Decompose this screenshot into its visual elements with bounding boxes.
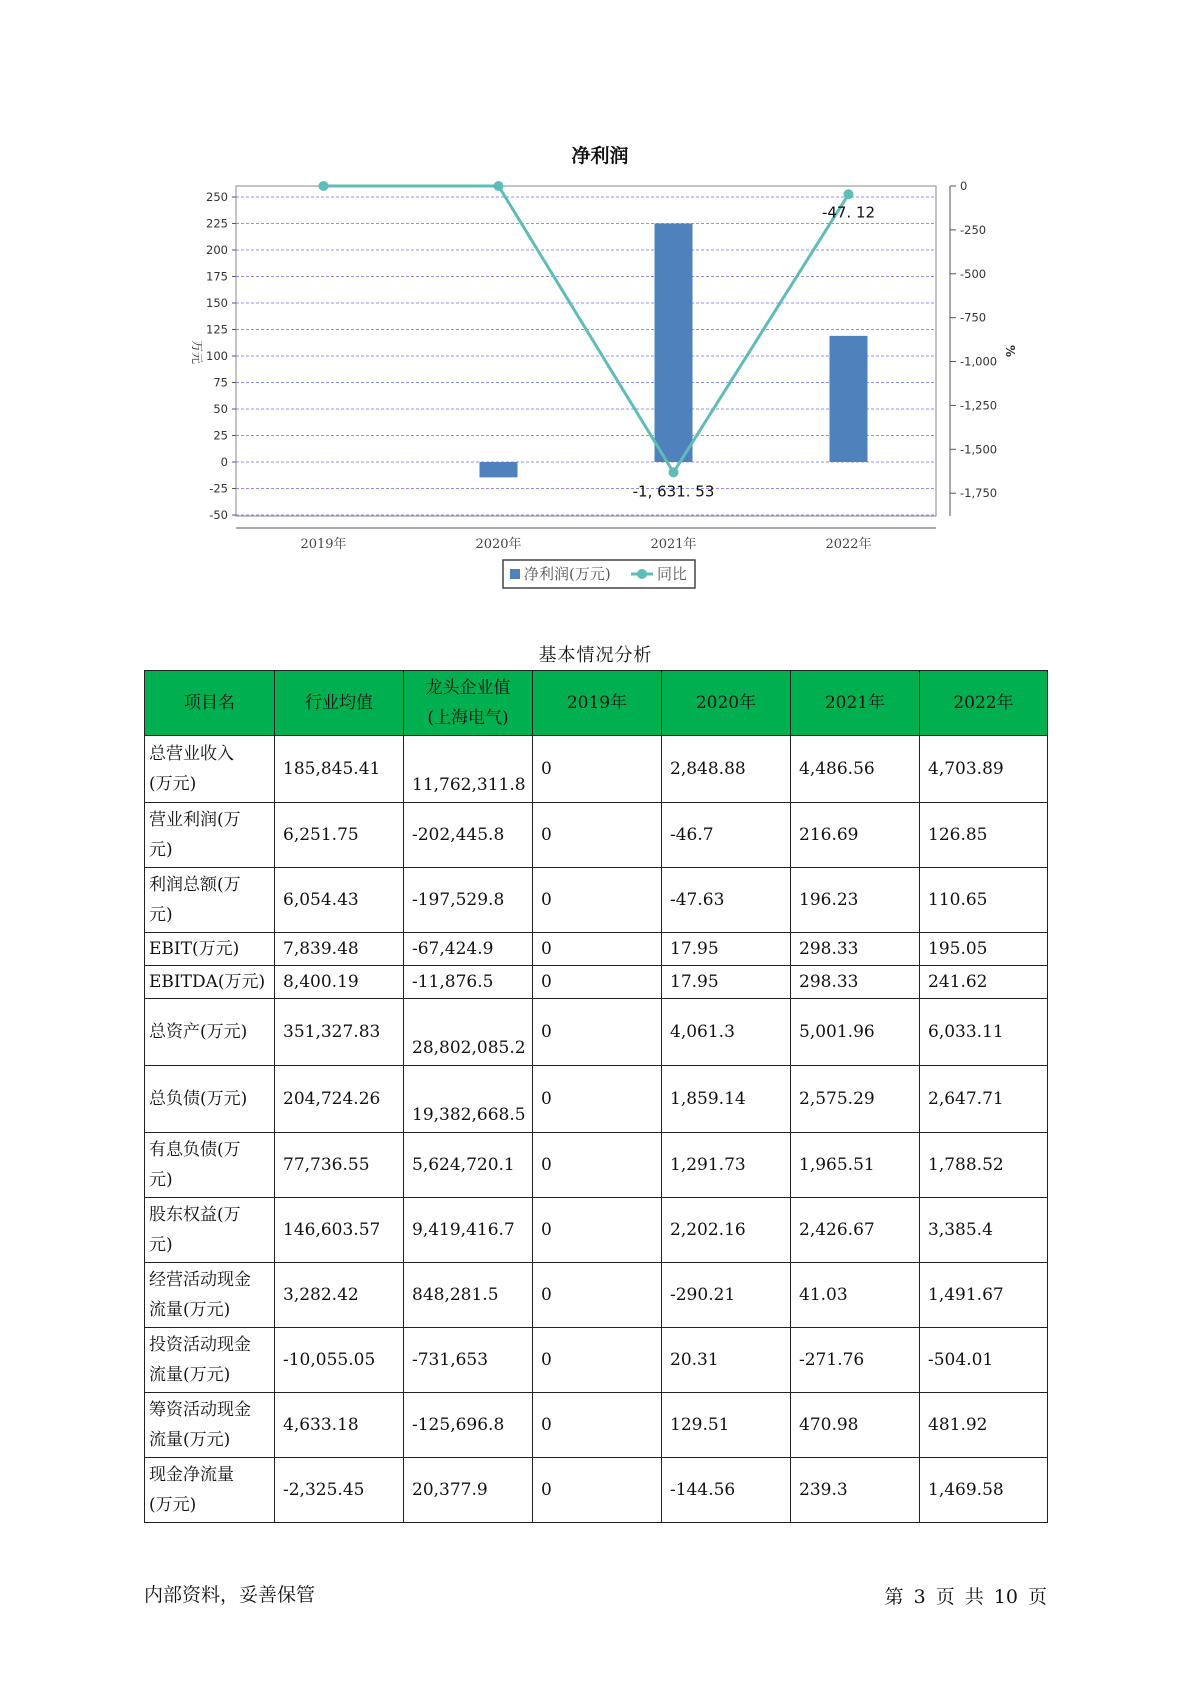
table-cell: -271.76 [791,1328,920,1393]
table-cell: 9,419,416.7 [404,1198,533,1263]
row-label: 投资活动现金 流量(万元) [145,1328,275,1393]
data-label: -47. 12 [821,203,876,222]
x-tick-label: 2022年 [825,537,872,552]
y2-tick-label: -1,750 [960,486,998,501]
table-row [145,1458,1048,1523]
table-cell: 6,251.75 [275,803,404,868]
yoy-point [494,181,504,191]
table-header-cell: 行业均值 [275,671,404,736]
row-label: EBIT(万元) [145,933,275,966]
table-header-cell: 项目名 [145,671,275,736]
row-label: 现金净流量 (万元) [145,1458,275,1523]
chart-title: 净利润 [571,145,629,167]
table-cell: 41.03 [791,1263,920,1328]
yoy-point [319,181,329,191]
x-tick-label: 2020年 [475,537,522,552]
table-cell: 196.23 [791,868,920,933]
basic-analysis-table [144,670,1048,1523]
table-cell: -197,529.8 [404,868,533,933]
table-cell: 77,736.55 [275,1133,404,1198]
table-cell: 1,469.58 [920,1458,1048,1523]
bar [655,224,693,463]
table-cell: -144.56 [662,1458,791,1523]
row-label: 利润总额(万 元) [145,868,275,933]
table-cell: 4,061.3 [662,999,791,1066]
table-cell: 6,033.11 [920,999,1048,1066]
y-tick-label: 125 [206,322,228,337]
y2-tick-label: -500 [960,266,987,281]
footer-page-number: 第 3 页 共 10 页 [884,1586,1047,1608]
y-tick-label: 50 [213,402,228,416]
y2-tick-label: -750 [960,310,987,325]
table-cell: -2,325.45 [275,1458,404,1523]
table-header-cell: 2019年 [533,671,662,736]
table-cell: 17.95 [662,933,791,966]
table-header-cell: 2020年 [662,671,791,736]
table-cell: 239.3 [791,1458,920,1523]
table-cell: -10,055.05 [275,1328,404,1393]
y-tick-label: 250 [206,190,228,204]
table-cell: 0 [533,868,662,933]
table-cell: -46.7 [662,803,791,868]
table-cell: 20,377.9 [404,1458,533,1523]
table-cell: 0 [533,999,662,1066]
x-tick-label: 2021年 [650,537,697,552]
bar [830,336,868,462]
y-tick-label: 200 [206,243,228,257]
table-cell: 0 [533,1198,662,1263]
y-tick-label: 25 [213,428,228,443]
data-label: -1, 631. 53 [632,482,715,501]
x-tick-label: 2019年 [300,537,347,552]
yoy-point [669,467,679,477]
table-cell: 298.33 [791,966,920,999]
table-cell: 195.05 [920,933,1048,966]
table-cell: 1,291.73 [662,1133,791,1198]
row-label: 股东权益(万 元) [145,1198,275,1263]
table-cell: 20.31 [662,1328,791,1393]
table-row [145,868,1048,933]
table-header-cell: 龙头企业值 (上海电气) [404,671,533,736]
table-cell: 241.62 [920,966,1048,999]
row-label: 筹资活动现金 流量(万元) [145,1393,275,1458]
row-label: EBITDA(万元) [145,966,275,999]
table-row [145,803,1048,868]
table-header-cell: 2021年 [791,671,920,736]
row-label: 经营活动现金 流量(万元) [145,1263,275,1328]
row-label: 总营业收入 (万元) [145,736,275,803]
y2-axis-label: % [1003,344,1017,358]
table-cell: 3,385.4 [920,1198,1048,1263]
table-cell: 7,839.48 [275,933,404,966]
table-cell: 0 [533,966,662,999]
table-body [145,736,1048,1523]
table-cell: 4,703.89 [920,736,1048,803]
table-cell: 19,382,668.5 [404,1066,533,1133]
table-row [145,736,1048,803]
table-cell: 126.85 [920,803,1048,868]
bar [480,462,518,477]
row-label: 总资产(万元) [145,999,275,1066]
row-label: 营业利润(万 元) [145,803,275,868]
table-cell: -290.21 [662,1263,791,1328]
table-header-row [145,671,1048,736]
y-tick-label: -25 [209,481,228,496]
footer-confidential-note: 内部资料，妥善保管 [144,1584,316,1606]
table-cell: 5,624,720.1 [404,1133,533,1198]
table-cell: 11,762,311.8 [404,736,533,803]
y-tick-label: 0 [220,455,228,469]
table-title: 基本情况分析 [538,645,653,666]
table-row [145,966,1048,999]
table-cell: 2,426.67 [791,1198,920,1263]
table-cell: 2,848.88 [662,736,791,803]
table-cell: -731,653 [404,1328,533,1393]
y-axis-label: 万元 [190,339,204,365]
table-cell: 1,859.14 [662,1066,791,1133]
table-cell: 1,788.52 [920,1133,1048,1198]
table-cell: 1,491.67 [920,1263,1048,1328]
y-tick-label: 225 [206,216,228,231]
y2-tick-label: 0 [960,179,968,193]
legend-label-yoy: 同比 [657,565,688,583]
y-tick-label: 100 [206,349,228,363]
table-cell: 8,400.19 [275,966,404,999]
table-cell: 2,202.16 [662,1198,791,1263]
net-profit-chart [0,0,1191,600]
y2-tick-label: -1,250 [960,398,998,413]
table-cell: 0 [533,1328,662,1393]
yoy-point [844,189,854,199]
table-cell: 4,486.56 [791,736,920,803]
y-tick-label: -50 [209,508,228,522]
table-row [145,1393,1048,1458]
table-cell: 351,327.83 [275,999,404,1066]
table-cell: 2,647.71 [920,1066,1048,1133]
legend-label-net-profit: 净利润(万元) [524,565,611,583]
table-cell: 129.51 [662,1393,791,1458]
y-tick-label: 75 [213,375,228,390]
y2-tick-label: -250 [960,222,987,237]
table-cell: 470.98 [791,1393,920,1458]
table-cell: 1,965.51 [791,1133,920,1198]
table-cell: 3,282.42 [275,1263,404,1328]
table-cell: -11,876.5 [404,966,533,999]
row-label: 总负债(万元) [145,1066,275,1133]
table-cell: 298.33 [791,933,920,966]
row-label: 有息负债(万 元) [145,1133,275,1198]
table-cell: 481.92 [920,1393,1048,1458]
table-cell: -504.01 [920,1328,1048,1393]
table-cell: 0 [533,1066,662,1133]
table-cell: 848,281.5 [404,1263,533,1328]
table-header-cell: 2022年 [920,671,1048,736]
table-cell: -125,696.8 [404,1393,533,1458]
table-row [145,1263,1048,1328]
table-cell: 4,633.18 [275,1393,404,1458]
table-cell: 0 [533,1458,662,1523]
table-row [145,1198,1048,1263]
table-cell: 185,845.41 [275,736,404,803]
table-row [145,1133,1048,1198]
table-cell: 0 [533,1263,662,1328]
table-row [145,999,1048,1066]
table-cell: 5,001.96 [791,999,920,1066]
y-tick-label: 175 [206,269,228,284]
table-row [145,1328,1048,1393]
table-cell: 28,802,085.2 [404,999,533,1066]
table-cell: 2,575.29 [791,1066,920,1133]
y2-tick-label: -1,000 [960,354,998,369]
table-cell: 204,724.26 [275,1066,404,1133]
table-cell: 0 [533,933,662,966]
y-tick-label: 150 [206,296,228,310]
table-cell: 110.65 [920,868,1048,933]
table-row [145,933,1048,966]
table-cell: 146,603.57 [275,1198,404,1263]
y2-tick-label: -1,500 [960,442,998,457]
table-cell: 0 [533,1133,662,1198]
table-cell: -47.63 [662,868,791,933]
table-cell: 0 [533,803,662,868]
legend-line-marker [637,569,647,579]
table-cell: 17.95 [662,966,791,999]
table-cell: 0 [533,736,662,803]
legend-bar-swatch [510,569,520,579]
table-cell: 0 [533,1393,662,1458]
table-cell: 6,054.43 [275,868,404,933]
table-cell: 216.69 [791,803,920,868]
table-cell: -202,445.8 [404,803,533,868]
table-row [145,1066,1048,1133]
table-cell: -67,424.9 [404,933,533,966]
